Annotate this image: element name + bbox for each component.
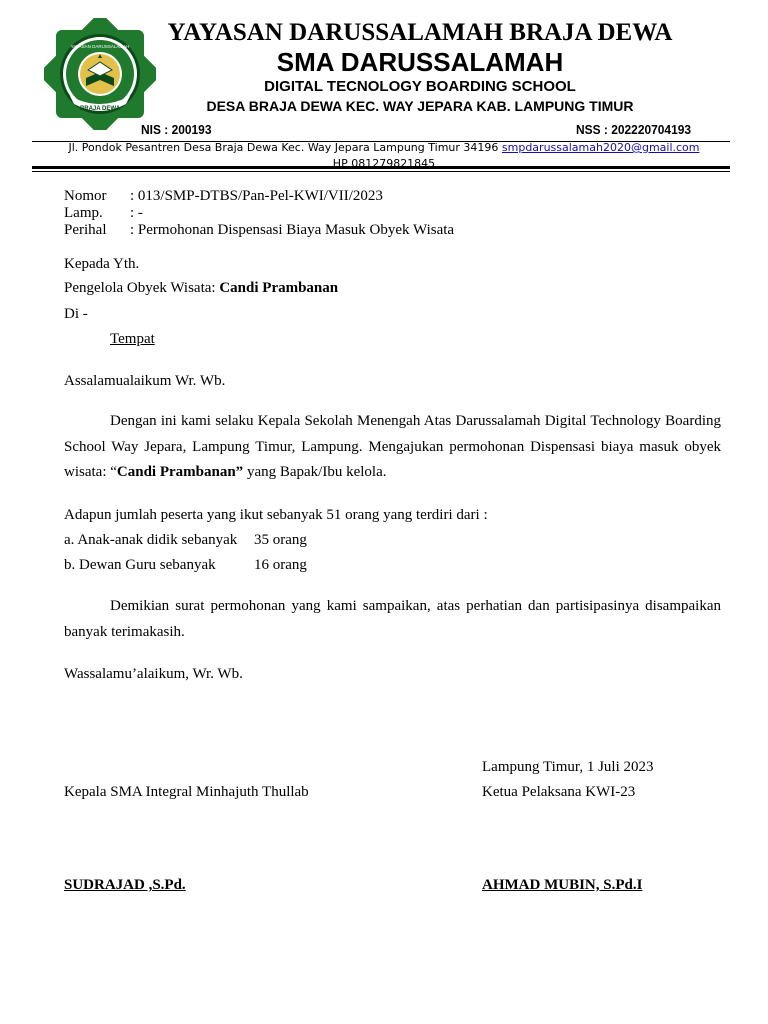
participant-item-count: 16 orang <box>254 557 307 573</box>
header-divider-thin <box>32 171 730 172</box>
logo-ring-text: YAYASAN DARUSSALAMAH <box>70 44 130 49</box>
participant-item-label: a. Anak-anak didik sebanyak <box>64 532 238 548</box>
foundation-name: YAYASAN DARUSSALAMAH BRAJA DEWA <box>167 19 673 46</box>
intro-text: Dengan ini kami selaku Kepala Sekolah Menengah Atas Darussalamah Digital Technology Boarding School Way Jepara, Lampung Timur, Lampung. Mengajukan permohonan Dispensasi biaya masuk obyek wisata: “ <box>64 413 721 480</box>
header-divider-thick <box>32 166 730 169</box>
perihal-label: Perihal <box>64 222 107 238</box>
farewell: Wassalamu’alaikum, Wr. Wb. <box>64 666 243 682</box>
school-name: SMA DARUSSALAMAH <box>276 47 564 77</box>
perihal-value: : Permohonan Dispensasi Biaya Masuk Obyek Wisata <box>130 222 455 238</box>
nis-number: NIS : 200193 <box>141 122 212 137</box>
right-signer-title: Ketua Pelaksana KWI-23 <box>482 784 636 800</box>
recipient-prefix: Pengelola Obyek Wisata: <box>64 280 220 296</box>
participants-intro: Adapun jumlah peserta yang ikut sebanyak 51 orang yang terdiri dari : <box>64 507 488 523</box>
lamp-row <box>64 205 704 222</box>
school-logo <box>44 18 156 130</box>
school-program: DIGITAL TECNOLOGY BOARDING SCHOOL <box>264 78 576 95</box>
school-address <box>30 141 738 154</box>
nomor-value: : 013/SMP-DTBS/Pan-Pel-KWI/VII/2023 <box>130 188 383 204</box>
logo-bottom-text: BRAJA DEWA <box>79 106 121 112</box>
recipient-line1: Kepada Yth. <box>64 256 140 272</box>
lamp-label: Lamp. <box>64 205 103 221</box>
address-text: Jl. Pondok Pesantren Desa Braja Dewa Kec. Way Jepara Lampung Timur 34196 <box>68 141 502 154</box>
nomor-row <box>64 188 704 205</box>
participant-item-label: b. Dewan Guru sebanyak <box>64 557 216 573</box>
left-signer-title: Kepala SMA Integral Minhajuth Thullab <box>64 784 309 800</box>
school-phone: HP 081279821845 <box>332 157 436 167</box>
closing-paragraph: Demikian surat permohonan yang kami sampaikan, atas perhatian dan partisipasinya disampaikan banyak terimakasih. <box>64 598 721 640</box>
right-signer-name: AHMAD MUBIN, S.Pd.I <box>482 877 643 893</box>
nss-number: NSS : 202220704193 <box>576 122 692 137</box>
perihal-row <box>64 222 704 239</box>
school-location: DESA BRAJA DEWA KEC. WAY JEPARA KAB. LAMPUNG TIMUR <box>206 98 634 114</box>
lamp-value: : - <box>130 205 143 221</box>
greeting: Assalamualaikum Wr. Wb. <box>64 373 226 389</box>
intro-bold: Candi Prambanan” <box>116 464 244 480</box>
participant-item-count: 35 orang <box>254 532 307 548</box>
left-signer-name: SUDRAJAD ,S.Pd. <box>64 877 186 893</box>
recipient-place: Tempat <box>110 331 155 347</box>
intro-text-end: yang Bapak/Ibu kelola. <box>243 464 387 480</box>
email-link[interactable]: smpdarussalamah2020@gmail.com <box>501 141 700 154</box>
place-date: Lampung Timur, 1 Juli 2023 <box>482 759 654 775</box>
recipient-line3: Di - <box>64 306 88 322</box>
recipient-name: Candi Prambanan <box>219 280 339 296</box>
intro-paragraph <box>64 409 721 486</box>
nomor-label: Nomor <box>64 188 107 204</box>
recipient-line2 <box>64 280 338 297</box>
